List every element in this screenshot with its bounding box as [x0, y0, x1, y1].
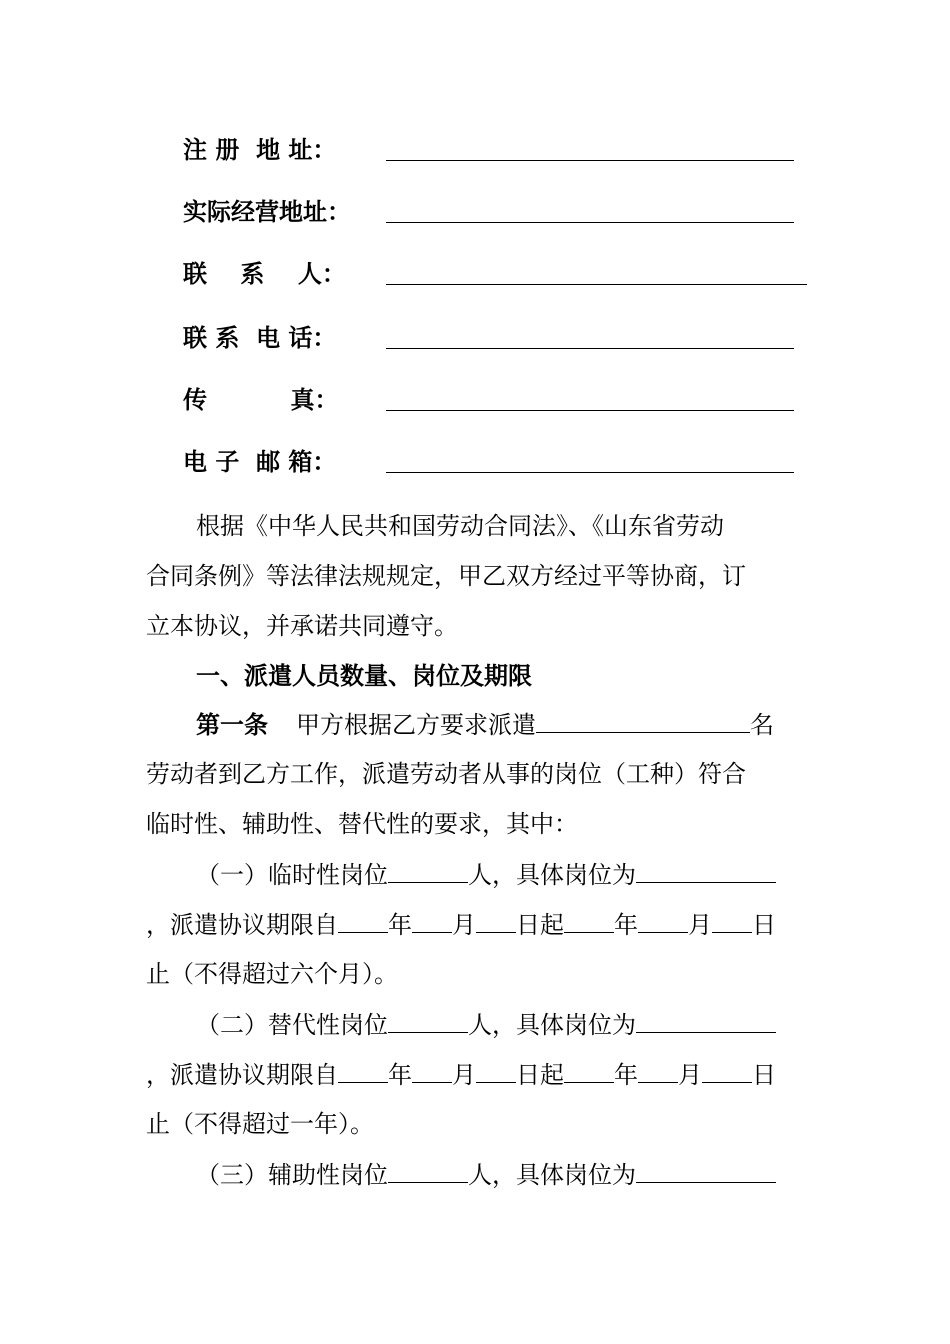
- year-label: 年: [614, 1061, 638, 1089]
- post-blank[interactable]: [636, 856, 776, 883]
- month-blank[interactable]: [412, 906, 452, 933]
- day-blank[interactable]: [702, 1056, 752, 1083]
- month-blank[interactable]: [638, 906, 688, 933]
- day-start-label: 日起: [516, 1061, 564, 1089]
- article-1-line-2: 劳动者到乙方工作，派遣劳动者从事的岗位（工种）符合: [146, 760, 746, 788]
- item-2-line-3: 止（不得超过一年）。: [146, 1110, 374, 1138]
- year-label: 年: [388, 1061, 412, 1089]
- field-blank[interactable]: [386, 348, 794, 349]
- period-lead: ，派遣协议期限自: [146, 1061, 338, 1089]
- article-text: 甲方根据乙方要求派遣: [296, 711, 536, 739]
- year-blank[interactable]: [564, 1056, 614, 1083]
- field-label: 实际经营地址：: [183, 197, 351, 226]
- field-label: 电 子 邮 箱：: [183, 447, 337, 476]
- day-end-label: 日: [752, 911, 776, 939]
- item-1-line-3: 止（不得超过六个月）。: [146, 960, 398, 988]
- post-blank[interactable]: [636, 1156, 776, 1183]
- field-blank[interactable]: [386, 160, 794, 161]
- field-contact-phone: [183, 320, 823, 360]
- day-blank[interactable]: [476, 906, 516, 933]
- year-blank[interactable]: [338, 1056, 388, 1083]
- people-blank[interactable]: [388, 1156, 468, 1183]
- item-1-line-1: [196, 856, 776, 893]
- field-label: 注 册 地 址：: [183, 135, 337, 164]
- field-registered-address: [183, 132, 823, 172]
- count-blank[interactable]: [536, 706, 750, 733]
- people-blank[interactable]: [388, 856, 468, 883]
- year-label: 年: [388, 911, 412, 939]
- people-blank[interactable]: [388, 1006, 468, 1033]
- item-3-line-1: [196, 1156, 776, 1193]
- item-people: 人，具体岗位为: [468, 1011, 636, 1039]
- article-1-line-1: [196, 706, 774, 743]
- field-business-address: [183, 194, 823, 234]
- month-label: 月: [452, 1061, 476, 1089]
- field-label: 联 系 人：: [183, 259, 346, 288]
- post-blank[interactable]: [636, 1006, 776, 1033]
- field-label: 联 系 电 话：: [183, 323, 337, 352]
- article-text-suffix: 名: [750, 711, 774, 739]
- section-heading: 一、派遣人员数量、岗位及期限: [196, 661, 532, 690]
- article-1-line-3: 临时性、辅助性、替代性的要求，其中：: [146, 810, 578, 838]
- field-email: [183, 444, 823, 484]
- field-blank[interactable]: [386, 410, 794, 411]
- intro-line-1: 根据《中华人民共和国劳动合同法》、《山东省劳动: [196, 512, 724, 540]
- field-contact-person: [183, 256, 823, 296]
- field-label: 传 真：: [183, 385, 339, 414]
- intro-line-2: 合同条例》等法律法规规定，甲乙双方经过平等协商，订: [146, 562, 746, 590]
- month-label: 月: [678, 1061, 702, 1089]
- year-blank[interactable]: [564, 906, 614, 933]
- month-label: 月: [688, 911, 712, 939]
- field-blank[interactable]: [386, 284, 807, 285]
- item-2-line-2: [146, 1056, 776, 1093]
- intro-line-3: 立本协议，并承诺共同遵守。: [146, 612, 458, 640]
- item-2-line-1: [196, 1006, 776, 1043]
- day-end-label: 日: [752, 1061, 776, 1089]
- field-fax: [183, 382, 823, 422]
- year-label: 年: [614, 911, 638, 939]
- article-label: 第一条: [196, 710, 268, 739]
- period-lead: ，派遣协议期限自: [146, 911, 338, 939]
- year-blank[interactable]: [338, 906, 388, 933]
- item-prefix: （三）辅助性岗位: [196, 1161, 388, 1189]
- item-1-line-2: [146, 906, 776, 943]
- field-blank[interactable]: [386, 472, 794, 473]
- item-people: 人，具体岗位为: [468, 861, 636, 889]
- month-blank[interactable]: [638, 1056, 678, 1083]
- month-blank[interactable]: [412, 1056, 452, 1083]
- month-label: 月: [452, 911, 476, 939]
- item-prefix: （一）临时性岗位: [196, 861, 388, 889]
- item-prefix: （二）替代性岗位: [196, 1011, 388, 1039]
- item-people: 人，具体岗位为: [468, 1161, 636, 1189]
- day-start-label: 日起: [516, 911, 564, 939]
- field-blank[interactable]: [386, 222, 794, 223]
- day-blank[interactable]: [712, 906, 752, 933]
- day-blank[interactable]: [476, 1056, 516, 1083]
